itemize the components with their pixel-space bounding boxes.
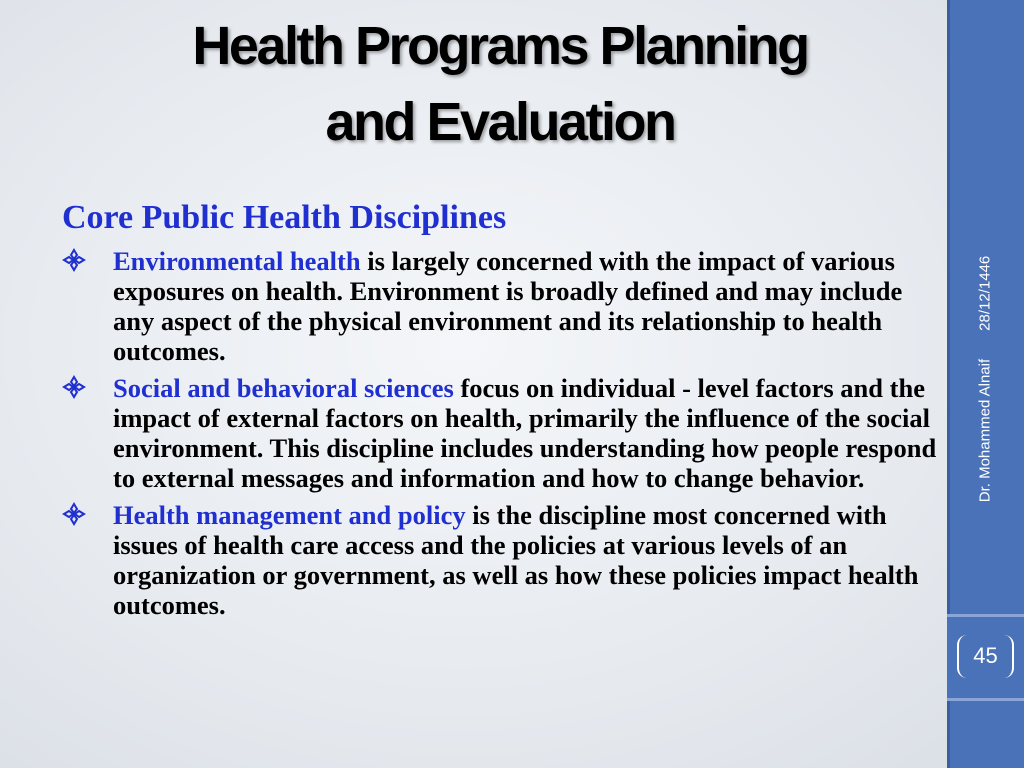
footer-vertical-text bbox=[977, 256, 994, 502]
bullet-term: Health management and policy bbox=[113, 500, 466, 530]
bullet-text bbox=[113, 246, 942, 366]
footer-author: Dr. Mohammed Alnaif bbox=[976, 358, 994, 503]
bullet-term: Social and behavioral sciences bbox=[113, 373, 454, 403]
diamond-bullet-icon bbox=[62, 502, 86, 526]
page-number-box bbox=[947, 614, 1024, 701]
page-number: 45 bbox=[973, 643, 998, 668]
bullet-item bbox=[62, 500, 942, 620]
bullet-item bbox=[62, 246, 942, 366]
bullet-term: Environmental health bbox=[113, 246, 361, 276]
bullet-description: focus on individual - level factors and the impact of external factors on health, primarily the influence of the social environment. This discipline includes understanding how people respond to external messages and information and how to change behavior. bbox=[113, 373, 937, 493]
bullet-item bbox=[62, 373, 942, 493]
bullet-text bbox=[113, 373, 942, 493]
bullet-description: is largely concerned with the impact of various exposures on health. Environment is broadly defined and may include any aspect of the physical environment and its relationship to health outcomes. bbox=[113, 246, 903, 366]
slide-title bbox=[60, 8, 940, 160]
title-line-1: Health Programs Planning bbox=[192, 16, 808, 76]
bullet-text bbox=[113, 500, 942, 620]
bullet-description: is the discipline most concerned with issues of health care access and the policies at various levels of an organization or government, as well as how these policies impact health outcomes. bbox=[113, 500, 919, 620]
slide-content bbox=[62, 196, 942, 627]
diamond-bullet-icon bbox=[62, 375, 86, 399]
footer-date: 28/12/1446 bbox=[976, 255, 994, 331]
section-heading: Core Public Health Disciplines bbox=[62, 199, 507, 236]
diamond-bullet-icon bbox=[62, 248, 86, 272]
title-line-2: and Evaluation bbox=[325, 92, 675, 152]
